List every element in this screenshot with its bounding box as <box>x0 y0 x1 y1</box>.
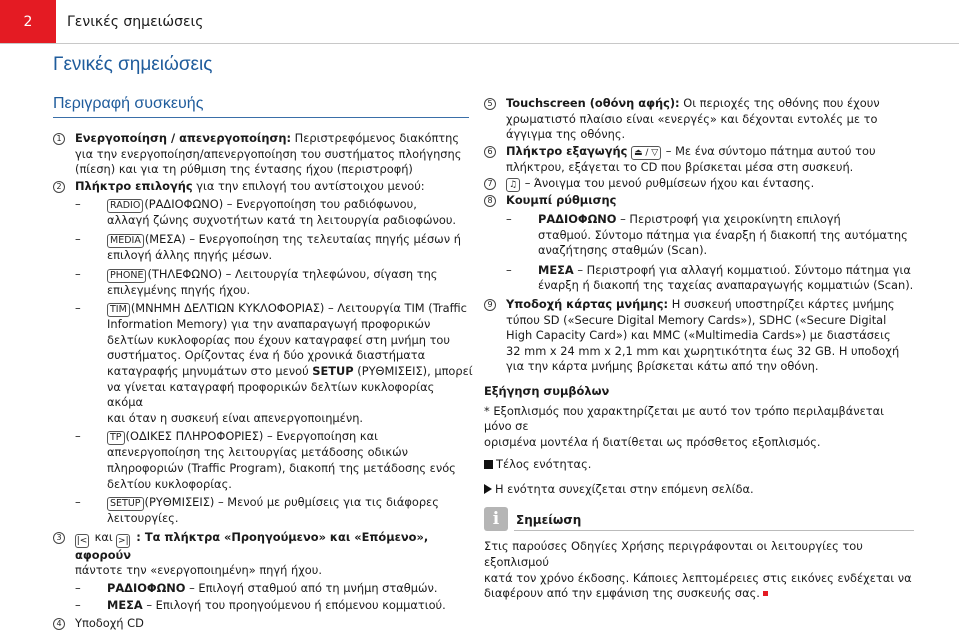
item-text: (ΡΥΘΜΙΣΕΙΣ) – Μενού με ρυθμίσεις για τις διάφορες <box>144 495 439 510</box>
next-icon: >| <box>118 535 129 546</box>
item-text: για την επιλογή του αντίστοιχου μενού: <box>192 178 425 193</box>
sub-item-tim: – TIM (ΜΝΗΜΗ ΔΕΛΤΙΩΝ ΚΥΚΛΟΦΟΡΙΑΣ) – Λειτουργία TIM (Traffic Information Memory) για την αναπαραγωγή προφορικών δελτίων κυκλοφορίας που έχουν καταγραφεί στη μνήμη του συστήματος. Ορίζοντας ένα ή δύο χρονικά διαστήματα καταγραφής μηνυμάτων στο μενού SETUP (ΡΥΘΜΙΣΕΙΣ), μπορεί να γίνεται καταγραφή προφορικών δελτίων κυκλοφορίας ακόμα και όταν η συσκευή είναι απενεργοποιημένη. <box>75 301 473 425</box>
item-text: (ΤΗΛΕΦΩΝΟ) – Λειτουργία τηλεφώνου, σίγαση της <box>147 266 438 281</box>
continue-legend <box>484 482 914 498</box>
item-text: * Εξοπλισμός που χαρακτηρίζεται με αυτό τον τρόπο περιλαμβάνεται μόνο σε <box>484 403 884 434</box>
item-label: Κουμπί ρύθμισης <box>506 193 617 208</box>
setup-key: SETUP <box>107 497 144 511</box>
item-text: για την ενεργοποίηση/απενεργοποίηση του συστήματος πλοήγησης <box>75 146 462 161</box>
media-label: ΜΕΣΑ <box>107 598 143 613</box>
item-text: : Τα πλήκτρα «Προηγούμενο» και «Επόμενο», αφορούν <box>75 529 429 562</box>
item-text: αναζήτησης σταθμών (Scan). <box>538 243 708 258</box>
page-header <box>0 0 959 44</box>
tp-key: TP <box>107 431 125 445</box>
note-title: Σημείωση <box>516 513 582 528</box>
item-text: αλλαγή ζώνης συχνοτήτων κατά τη λειτουργία ραδιοφώνου. <box>107 213 457 228</box>
list-item <box>484 96 914 143</box>
item-text: να γίνεται καταγραφή προφορικών δελτίων κυκλοφορίας ακόμα <box>107 379 435 410</box>
note-body <box>484 539 914 601</box>
sound-icon: ♫ <box>506 178 520 192</box>
item-text: Περιστρεφόμενος διακόπτης <box>291 131 460 145</box>
callout-number: 1 <box>53 133 65 145</box>
list-item <box>53 530 473 579</box>
note-header <box>484 507 914 535</box>
item-text: (ΜΝΗΜΗ ΔΕΛΤΙΩΝ ΚΥΚΛΟΦΟΡΙΑΣ) – Λειτουργία TIM (Traffic <box>130 301 467 316</box>
eject-icon: ⏏ / ▽ <box>631 146 661 160</box>
item-text: σταθμού. Σύντομο πάτημα για έναρξη ή διακοπή της αυτόματης <box>538 227 908 242</box>
item-text: απενεργοποίηση της λειτουργίας μετάδοσης οδικών <box>107 445 408 460</box>
radio-label: ΡΑΔΙΟΦΩΝΟ <box>538 211 617 226</box>
item-text: κατά τον χρόνο έκδοσης. Κάποιες λεπτομέρειες στις εικόνες ενδέχεται να <box>484 570 912 585</box>
list-item <box>53 131 473 178</box>
tim-key: TIM <box>107 303 130 317</box>
section-title: Περιγραφή συσκευής <box>53 95 204 112</box>
info-icon: i <box>484 507 508 531</box>
sub-item-tp: – TP (ΟΔΙΚΕΣ ΠΛΗΡΟΦΟΡΙΕΣ) – Ενεργοποίηση και απενεργοποίηση της λειτουργίας μετάδοσης οδικών πληροφοριών (Traffic Program), διακοπή της μετάδοσης ενός δελτίου κυκλοφορίας. <box>53 429 473 492</box>
item-text: συστήματος. Ορίζοντας ένα ή δύο χρονικά διαστήματα <box>107 348 426 363</box>
item-text: δελτίου κυκλοφορίας. <box>107 476 232 491</box>
item-text: πλήκτρου, εξάγεται το CD που βρίσκεται μέσα στη συσκευή. <box>506 159 854 174</box>
item-label: Υποδοχή κάρτας μνήμης: <box>506 296 669 311</box>
left-column <box>53 131 473 633</box>
item-text: (ΡΑΔΙΟΦΩΝΟ) – Ενεργοποίηση του ραδιόφωνου, <box>144 197 417 212</box>
callout-number: 9 <box>484 299 496 311</box>
sub-item-radio: – ΡΑΔΙΟΦΩΝΟ – Περιστροφή για χειροκίνητη επιλογή σταθμού. Σύντομο πάτημα για έναρξη ή διακοπή της αυτόματης αναζήτησης σταθμών (Scan). <box>484 212 914 259</box>
item-text: – Περιστροφή για χειροκίνητη επιλογή <box>616 211 841 226</box>
callout-number: 2 <box>53 181 65 193</box>
item-text: για την κάρτα μνήμης βρίσκεται κάτω από την οθόνη. <box>506 359 819 374</box>
callout-number: 8 <box>484 195 496 207</box>
sub-item-setup: – SETUP (ΡΥΘΜΙΣΕΙΣ) – Μενού με ρυθμίσεις για τις διάφορες λειτουργίες. <box>53 495 473 527</box>
item-text: καταγραφής μηνυμάτων στο μενού <box>107 363 313 378</box>
item-text: και <box>91 529 117 544</box>
sub-item-media: – ΜΕΣΑ – Επιλογή του προηγούμενου ή επόμενου κομματιού. <box>75 598 446 613</box>
item-label: Touchscreen (οθόνη αφής): <box>506 96 680 110</box>
item-text: Η συσκευή υποστηρίζει κάρτες μνήμης <box>668 296 895 311</box>
item-text: πάντοτε την «ενεργοποιημένη» πηγή ήχου. <box>75 563 322 578</box>
item-text: 32 mm x 24 mm x 2,1 mm και χωρητικότητα έως 32 GB. Η υποδοχή <box>506 343 900 358</box>
item-text: (ΜΕΣΑ) – Ενεργοποίηση της τελευταίας πηγής μέσων ή <box>144 231 461 246</box>
section-divider <box>53 117 469 118</box>
item-text: άγγιγμα της οθόνης. <box>506 127 626 142</box>
sub-item-media: – MEDIA (ΜΕΣΑ) – Ενεργοποίηση της τελευταίας πηγής μέσων ή επιλογή άλλης πηγής μέσων. <box>53 232 473 264</box>
end-square-icon <box>484 460 493 469</box>
item-text: έναρξη ή διακοπή της ταχείας αναπαραγωγής κομματιών (Scan). <box>538 278 914 293</box>
item-text: (πίεση) και για τη ρύθμιση της έντασης ήχου (περιστροφή) <box>75 162 413 177</box>
item-text: Στις παρούσες Οδηγίες Χρήσης περιγράφονται οι λειτουργίες του εξοπλισμού <box>484 539 863 570</box>
callout-number: 6 <box>484 146 496 158</box>
callout-number: 3 <box>53 532 65 544</box>
item-text: πληροφοριών (Traffic Program), διακοπή της μετάδοσης ενός <box>107 460 456 475</box>
list-item <box>484 193 914 209</box>
item-text: Information Memory) για την αναπαραγωγή προφορικών <box>107 317 431 332</box>
item-text: και όταν η συσκευή είναι απενεργοποιημένη. <box>107 410 364 425</box>
phone-key: PHONE <box>107 269 146 283</box>
callout-number: 4 <box>53 618 65 630</box>
item-text: (ΟΔΙΚΕΣ ΠΛΗΡΟΦΟΡΙΕΣ) – Ενεργοποίηση και <box>125 429 378 444</box>
item-text: δελτίων κυκλοφορίας που έχουν καταγραφεί στη μνήμη του <box>107 332 450 347</box>
note-divider <box>514 530 914 531</box>
page-title: Γενικές σημειώσεις <box>53 54 213 75</box>
list-item <box>484 297 914 375</box>
item-text: (ΡΥΘΜΙΣΕΙΣ), μπορεί <box>353 363 473 378</box>
sub-item-phone: – PHONE (ΤΗΛΕΦΩΝΟ) – Λειτουργία τηλεφώνου, σίγαση της επιλεγμένης πηγής ήχου. <box>53 267 473 299</box>
running-title: Γενικές σημειώσεις <box>67 14 204 30</box>
item-text: – Με ένα σύντομο πάτημα αυτού του <box>662 143 876 158</box>
setup-label: SETUP <box>312 363 354 378</box>
item-text: Τέλος ενότητας. <box>496 457 592 472</box>
item-text: Υποδοχή CD <box>75 616 144 631</box>
item-text: – Επιλογή σταθμού από τη μνήμη σταθμών. <box>185 580 438 595</box>
symbols-heading: Εξήγηση συμβόλων <box>484 383 610 398</box>
item-text: χρωματιστό πλαίσιο είναι «ενεργές» και δέχονται εντολές με το <box>506 111 878 126</box>
callout-number: 5 <box>484 98 496 110</box>
item-text: – Περιστροφή για αλλαγή κομματιού. Σύντομο πάτημα για <box>573 262 911 277</box>
right-column <box>484 96 914 602</box>
sub-item-media: – ΜΕΣΑ – Περιστροφή για αλλαγή κομματιού. Σύντομο πάτημα για έναρξη ή διακοπή της ταχείας αναπαραγωγής κομματιών (Scan). <box>506 262 914 293</box>
list-item <box>53 179 473 195</box>
item-text: διαφέρουν από την εμφάνιση της συσκευής σας. <box>484 586 760 601</box>
item-text: High Capacity Card») και MMC («Multimedia Cards») με διαστάσεις <box>506 328 891 343</box>
media-key: MEDIA <box>107 234 144 248</box>
item-text: ορισμένα μοντέλα ή διατίθεται ως πρόσθετος εξοπλισμός. <box>484 434 821 449</box>
item-text: επιλεγμένης πηγής ήχου. <box>107 282 251 297</box>
end-chapter-legend <box>484 457 914 473</box>
item-label: Πλήκτρο επιλογής <box>75 178 193 193</box>
end-marker-icon <box>763 591 768 596</box>
item-text: – Επιλογή του προηγούμενου ή επόμενου κομματιού. <box>142 598 446 613</box>
sub-item-radio: – ΡΑΔΙΟΦΩΝΟ – Επιλογή σταθμού από τη μνήμη σταθμών. <box>75 580 438 595</box>
item-text: Οι περιοχές της οθόνης που έχουν <box>679 96 880 110</box>
media-label: ΜΕΣΑ <box>538 262 574 277</box>
sub-item-radio: – RADIO (ΡΑΔΙΟΦΩΝΟ) – Ενεργοποίηση του ραδιόφωνου, αλλαγή ζώνης συχνοτήτων κατά τη λειτουργία ραδιοφώνου. <box>53 197 473 229</box>
list-item <box>53 616 473 632</box>
list-item <box>484 144 914 176</box>
item-label: Ενεργοποίηση / απενεργοποίηση: <box>75 131 292 145</box>
item-text: – Άνοιγμα του μενού ρυθμίσεων ήχου και έντασης. <box>521 176 815 191</box>
item-text: τύπου SD («Secure Digital Memory Cards»), SDHC («Secure Digital <box>506 312 887 327</box>
item-text: Η ενότητα συνεχίζεται στην επόμενη σελίδα. <box>495 481 754 496</box>
page-number: 2 <box>0 0 56 44</box>
callout-number: 7 <box>484 178 496 190</box>
list-item <box>484 176 914 192</box>
continue-arrow-icon <box>484 484 492 494</box>
header-divider <box>0 43 959 44</box>
item-label: Πλήκτρο εξαγωγής <box>506 143 628 158</box>
radio-label: ΡΑΔΙΟΦΩΝΟ <box>107 580 186 595</box>
radio-key: RADIO <box>107 199 143 213</box>
item-text: επιλογή άλλης πηγής μέσων. <box>107 247 273 262</box>
item-text: λειτουργίες. <box>107 511 179 526</box>
previous-icon: |< <box>76 535 88 546</box>
